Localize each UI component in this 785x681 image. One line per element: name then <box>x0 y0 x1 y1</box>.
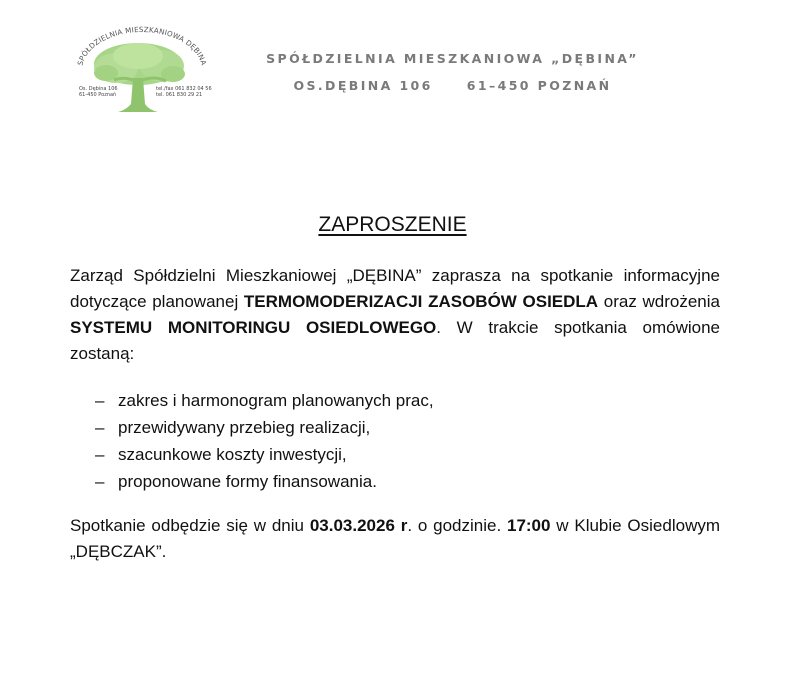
intro-text-3: . W trakcie spotkania omówione zostaną: <box>70 318 720 363</box>
org-name: SPÓŁDZIELNIA MIESZKANIOWA „DĘBINA” <box>266 51 639 66</box>
intro-text-2: oraz wdrożenia <box>598 292 720 311</box>
meeting-text-1: Spotkanie odbędzie się w dniu <box>70 516 310 535</box>
cooperative-logo <box>76 26 212 114</box>
meeting-paragraph <box>70 513 720 565</box>
list-dash: – <box>95 418 105 437</box>
intro-text-1: Zarząd Spółdzielni Mieszkaniowej „DĘBINA” zaprasza na spotkanie informacyjne dotyczące planowanej <box>70 266 720 311</box>
list-item-text: przewidywany przebieg realizacji, <box>118 418 371 437</box>
list-dash: – <box>95 391 105 410</box>
org-address <box>250 78 655 93</box>
intro-paragraph <box>70 263 720 367</box>
meeting-time: 17:00 <box>506 516 551 535</box>
meeting-text-2: . o godzinie. <box>407 516 507 535</box>
list-dash: – <box>95 445 105 464</box>
org-postal-city: 61–450 POZNAŃ <box>466 78 612 93</box>
meeting-text-3: w Klubie Osiedlowym „DĘBCZAK”. <box>70 516 721 561</box>
logo-phone-2: tel. 061 830 29 21 <box>156 92 203 98</box>
list-item <box>95 414 434 441</box>
list-item <box>95 387 434 414</box>
intro-bold-2: SYSTEMU MONITORINGU OSIEDLOWEGO <box>70 318 437 337</box>
meeting-date: 03.03.2026 r <box>309 516 408 535</box>
logo-address-2: 61-450 Poznań <box>79 92 117 98</box>
page-title: ZAPROSZENIE <box>318 213 467 236</box>
logo-arc-text: SPÓŁDZIELNIA MIESZKANIOWA DĘBINA <box>76 26 208 67</box>
list-item-text: proponowane formy finansowania. <box>118 472 377 491</box>
list-item-text: zakres i harmonogram planowanych prac, <box>118 391 434 410</box>
list-item <box>95 468 434 495</box>
topics-list <box>95 387 434 495</box>
logo-address-1: Os. Dębina 106 <box>79 86 118 92</box>
list-item-text: szacunkowe koszty inwestycji, <box>118 445 347 464</box>
oak-tree-icon <box>76 26 208 114</box>
list-dash: – <box>95 472 105 491</box>
intro-bold-1: TERMOMODERIZACJI ZASOBÓW OSIEDLA <box>243 292 599 311</box>
logo-phone-1: tel./fax 061 832 04 56 <box>156 86 212 92</box>
org-street: OS.DĘBINA 106 <box>293 78 433 93</box>
list-item <box>95 441 434 468</box>
